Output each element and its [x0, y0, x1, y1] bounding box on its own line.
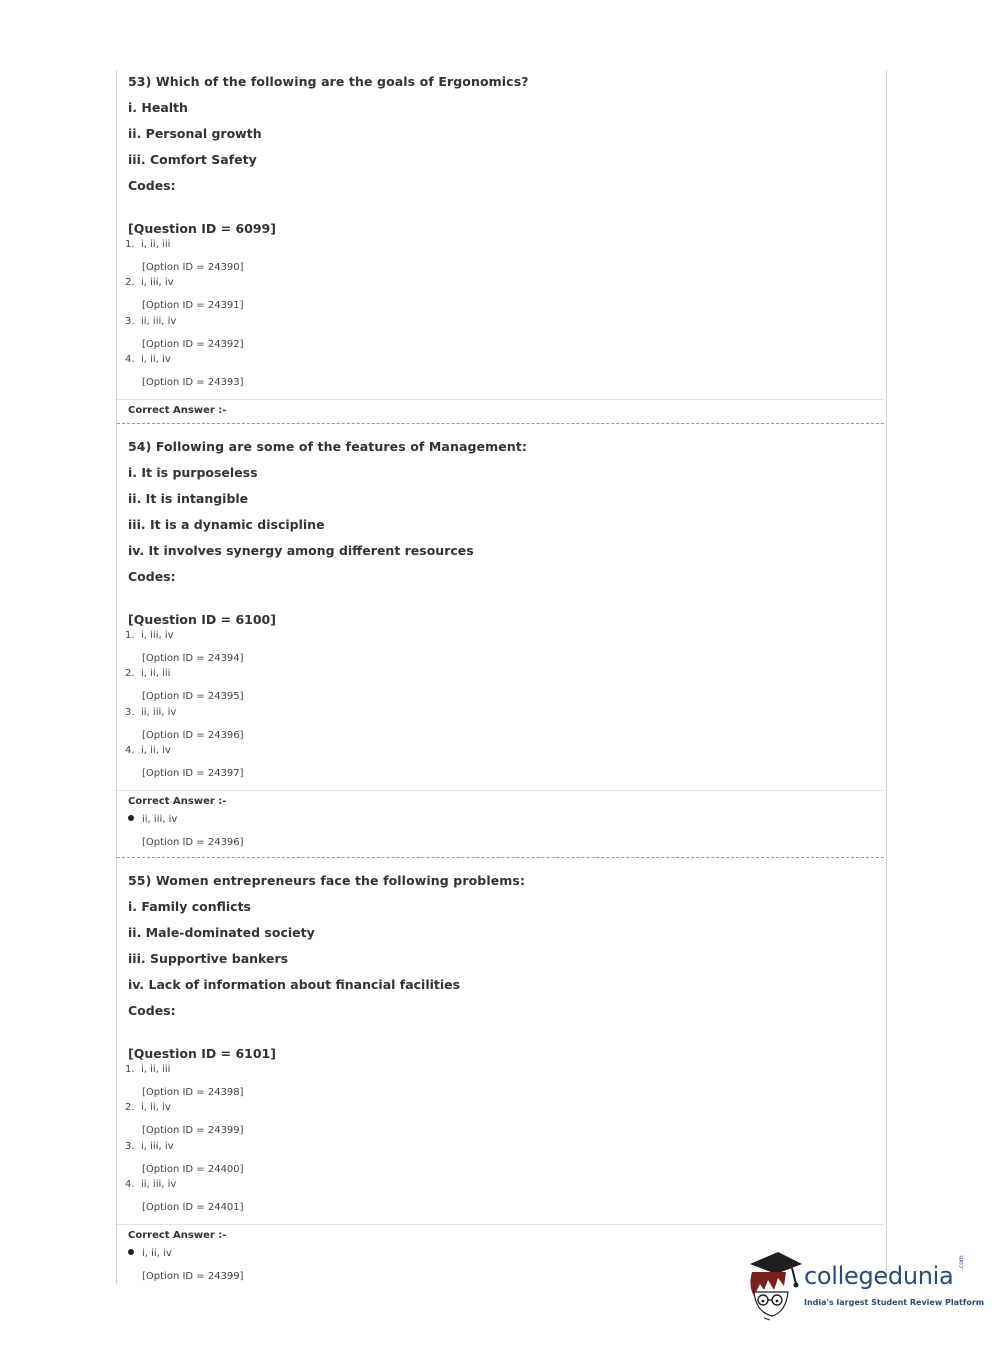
option-id: [Option ID = 24392]: [142, 339, 244, 350]
question-54-statement: iii. It is a dynamic discipline: [128, 517, 325, 532]
question-54-correct-answer: [128, 814, 177, 825]
option-number: 3.: [125, 316, 135, 327]
bullet-icon: [128, 1249, 134, 1255]
section-divider: [117, 790, 884, 791]
question-55-option-3[interactable]: [125, 1141, 174, 1152]
question-53-option-4[interactable]: [125, 354, 171, 365]
option-id: [Option ID = 24391]: [142, 300, 244, 311]
option-id: [Option ID = 24390]: [142, 262, 244, 273]
question-panel-frame: [116, 70, 887, 1284]
question-54-statement: iv. It involves synergy among different resources: [128, 543, 474, 558]
question-54-option-3[interactable]: [125, 707, 176, 718]
question-53-statement: i. Health: [128, 100, 188, 115]
option-id: [Option ID = 24396]: [142, 730, 244, 741]
option-id: [Option ID = 24399]: [142, 1125, 244, 1136]
option-id: [Option ID = 24394]: [142, 653, 244, 664]
option-number: 1.: [125, 630, 135, 641]
option-text: i, ii, iii: [141, 239, 171, 250]
option-number: 4.: [125, 745, 135, 756]
question-53-codes-label: Codes:: [128, 178, 176, 193]
option-id: [Option ID = 24395]: [142, 691, 244, 702]
correct-answer-option-id: [Option ID = 24396]: [142, 837, 244, 848]
option-number: 2.: [125, 1102, 135, 1113]
collegedunia-wordmark: collegedunia: [804, 1262, 954, 1290]
question-separator: [117, 423, 884, 424]
question-55-statement: iv. Lack of information about financial facilities: [128, 977, 461, 992]
question-54-option-2[interactable]: [125, 668, 170, 679]
bullet-icon: [128, 815, 134, 821]
option-number: 1.: [125, 1064, 135, 1075]
question-55-statement: iii. Supportive bankers: [128, 951, 289, 966]
correct-answer-text: i, ii, iv: [142, 1248, 172, 1259]
option-number: 4.: [125, 354, 135, 365]
question-55-title: 55) Women entrepreneurs face the following problems:: [128, 873, 526, 888]
option-text: i, ii, iv: [141, 745, 171, 756]
question-55-correct-answer-label: Correct Answer :-: [128, 1230, 227, 1241]
section-divider: [117, 399, 884, 400]
question-55-option-1[interactable]: [125, 1064, 170, 1075]
option-text: i, iii, iv: [141, 277, 174, 288]
question-53-option-1[interactable]: [125, 239, 170, 250]
option-id: [Option ID = 24393]: [142, 377, 244, 388]
question-53-statement: iii. Comfort Safety: [128, 152, 257, 167]
option-number: 2.: [125, 277, 135, 288]
question-55-statement: i. Family conflicts: [128, 899, 251, 914]
option-number: 3.: [125, 1141, 135, 1152]
option-number: 1.: [125, 239, 135, 250]
option-text: ii, iii, iv: [141, 316, 177, 327]
question-54-title: 54) Following are some of the features of Management:: [128, 439, 528, 454]
question-55-id: [Question ID = 6101]: [128, 1046, 276, 1061]
question-53-correct-answer-label: Correct Answer :-: [128, 405, 227, 416]
question-54-id: [Question ID = 6100]: [128, 612, 276, 627]
question-55-correct-answer: [128, 1248, 172, 1259]
option-text: i, iii, iv: [141, 630, 174, 641]
question-53-id: [Question ID = 6099]: [128, 221, 276, 236]
logo-dotcom: .com: [958, 1255, 965, 1270]
option-text: i, ii, iv: [141, 1102, 171, 1113]
question-55-option-4[interactable]: [125, 1179, 176, 1190]
correct-answer-text: ii, iii, iv: [142, 814, 178, 825]
question-54-codes-label: Codes:: [128, 569, 176, 584]
question-54-correct-answer-label: Correct Answer :-: [128, 796, 227, 807]
option-text: i, ii, iv: [141, 354, 171, 365]
question-54-option-1[interactable]: [125, 630, 174, 641]
option-text: ii, iii, iv: [141, 707, 177, 718]
question-55-option-2[interactable]: [125, 1102, 171, 1113]
correct-answer-option-id: [Option ID = 24399]: [142, 1271, 244, 1282]
question-53-statement: ii. Personal growth: [128, 126, 262, 141]
question-54-statement: ii. It is intangible: [128, 491, 249, 506]
logo-tagline: India's largest Student Review Platform: [804, 1298, 985, 1307]
question-separator: [117, 857, 884, 858]
question-53-option-2[interactable]: [125, 277, 174, 288]
question-54-statement: i. It is purposeless: [128, 465, 258, 480]
option-number: 3.: [125, 707, 135, 718]
option-text: i, ii, iii: [141, 1064, 171, 1075]
question-55-statement: ii. Male-dominated society: [128, 925, 315, 940]
question-54-option-4[interactable]: [125, 745, 171, 756]
question-55-codes-label: Codes:: [128, 1003, 176, 1018]
option-text: i, ii, iii: [141, 668, 171, 679]
option-id: [Option ID = 24398]: [142, 1087, 244, 1098]
graduate-mascot-icon: [744, 1250, 804, 1322]
section-divider: [117, 1224, 884, 1225]
question-53-title: 53) Which of the following are the goals of Ergonomics?: [128, 74, 529, 89]
option-id: [Option ID = 24397]: [142, 768, 244, 779]
option-id: [Option ID = 24401]: [142, 1202, 244, 1213]
option-number: 4.: [125, 1179, 135, 1190]
question-53-option-3[interactable]: [125, 316, 176, 327]
option-number: 2.: [125, 668, 135, 679]
option-id: [Option ID = 24400]: [142, 1164, 244, 1175]
option-text: i, iii, iv: [141, 1141, 174, 1152]
option-text: ii, iii, iv: [141, 1179, 177, 1190]
